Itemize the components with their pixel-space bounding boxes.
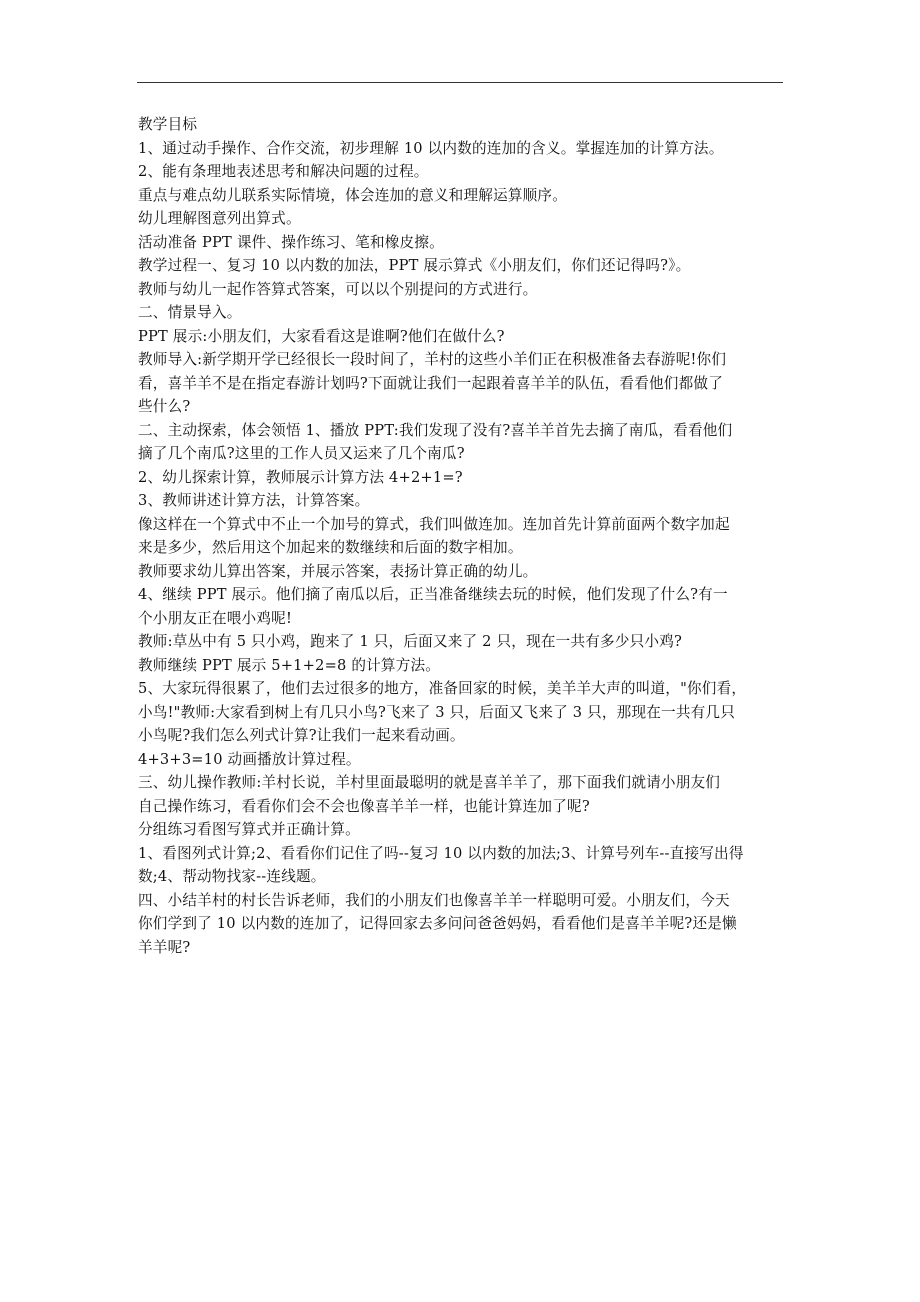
text-line: 教师与幼儿一起作答算式答案，可以以个别提问的方式进行。 (138, 280, 538, 298)
text-line: 重点与难点幼儿联系实际情境，体会连加的意义和理解运算顺序。 (138, 186, 568, 204)
text-line: 羊羊呢? (138, 938, 191, 956)
text-line: 二、主动探索，体会领悟 1、播放 PPT:我们发现了没有?喜羊羊首先去摘了南瓜，看看他们 (138, 421, 733, 439)
text-line: 幼儿理解图意列出算式。 (138, 210, 301, 227)
text-line: 教师导入:新学期开学已经很长一段时间了，羊村的这些小羊们正在积极准备去春游呢!你们 (138, 351, 727, 368)
text-line: 小鸟!"教师:大家看到树上有几只小鸟?飞来了 3 只，后面又飞来了 3 只，那现在一共有几只 (138, 703, 736, 721)
text-line: 三、幼儿操作教师:羊村长说，羊村里面最聪明的就是喜羊羊了，那下面我们就请小朋友们 (138, 774, 721, 791)
text-line: 教师要求幼儿算出答案，并展示答案，表扬计算正确的幼儿。 (138, 562, 538, 580)
text-line: 教师继续 PPT 展示 5+1+2=8 的计算方法。 (138, 656, 441, 674)
text-line: 2、幼儿探索计算，教师展示计算方法 4+2+1=? (138, 468, 463, 486)
text-line: 2、能有条理地表述思考和解决问题的过程。 (138, 163, 429, 180)
text-line: 像这样在一个算式中不止一个加号的算式，我们叫做连加。连加首先计算前面两个数字加起 (138, 515, 730, 533)
text-line: 分组练习看图写算式并正确计算。 (138, 821, 360, 838)
text-line: 你们学到了 10 以内数的连加了，记得回家去多问问爸爸妈妈，看看他们是喜羊羊呢?还是懒 (138, 915, 737, 932)
text-line: PPT 展示:小朋友们，大家看看这是谁啊?他们在做什么? (138, 327, 505, 345)
text-line: 自己操作练习，看看你们会不会也像喜羊羊一样，也能计算连加了呢? (138, 797, 590, 815)
text-line: 来是多少，然后用这个加起来的数继续和后面的数字相加。 (138, 539, 523, 556)
document-body (138, 113, 786, 959)
section-heading: 二、情景导入。 (138, 304, 242, 321)
header-rule (137, 82, 783, 83)
text-line: 1、通过动手操作、合作交流，初步理解 10 以内数的连加的含义。掌握连加的计算方法。 (138, 139, 724, 157)
text-line: 4、继续 PPT 展示。他们摘了南瓜以后，正当准备继续去玩的时候，他们发现了什么?有一 (138, 586, 728, 603)
text-line: 1、看图列式计算;2、看看你们记住了吗--复习 10 以内数的加法;3、计算号列车--直接写出得 (138, 844, 744, 862)
text-line: 数;4、帮动物找家--连线题。 (138, 868, 326, 885)
text-line: 教学过程一、复习 10 以内数的加法，PPT 展示算式《小朋友们，你们还记得吗?》。 (138, 257, 691, 274)
text-line: 个小朋友正在喂小鸡呢! (138, 609, 293, 627)
text-line: 3、教师讲述计算方法，计算答案。 (138, 492, 370, 509)
text-line: 小鸟呢?我们怎么列式计算?让我们一起来看动画。 (138, 727, 465, 744)
text-line: 看，喜羊羊不是在指定春游计划吗?下面就让我们一起跟着喜羊羊的队伍，看看他们都做了 (138, 374, 723, 392)
text-line: 四、小结羊村的村长告诉老师，我们的小朋友们也像喜羊羊一样聪明可爱。小朋友们，今天 (138, 891, 730, 909)
section-title: 教学目标 (138, 116, 198, 133)
text-line: 活动准备 PPT 课件、操作练习、笔和橡皮擦。 (138, 233, 444, 251)
text-line: 摘了几个南瓜?这里的工作人员又运来了几个南瓜? (138, 445, 465, 462)
text-line: 教师:草丛中有 5 只小鸡，跑来了 1 只，后面又来了 2 只，现在一共有多少只小鸡? (138, 633, 683, 650)
text-line: 5、大家玩得很累了，他们去过很多的地方，准备回家的时候，美羊羊大声的叫道，"你们看， (138, 680, 747, 697)
text-line: 些什么? (138, 398, 191, 415)
text-line: 4+3+3=10 动画播放计算过程。 (138, 750, 361, 768)
